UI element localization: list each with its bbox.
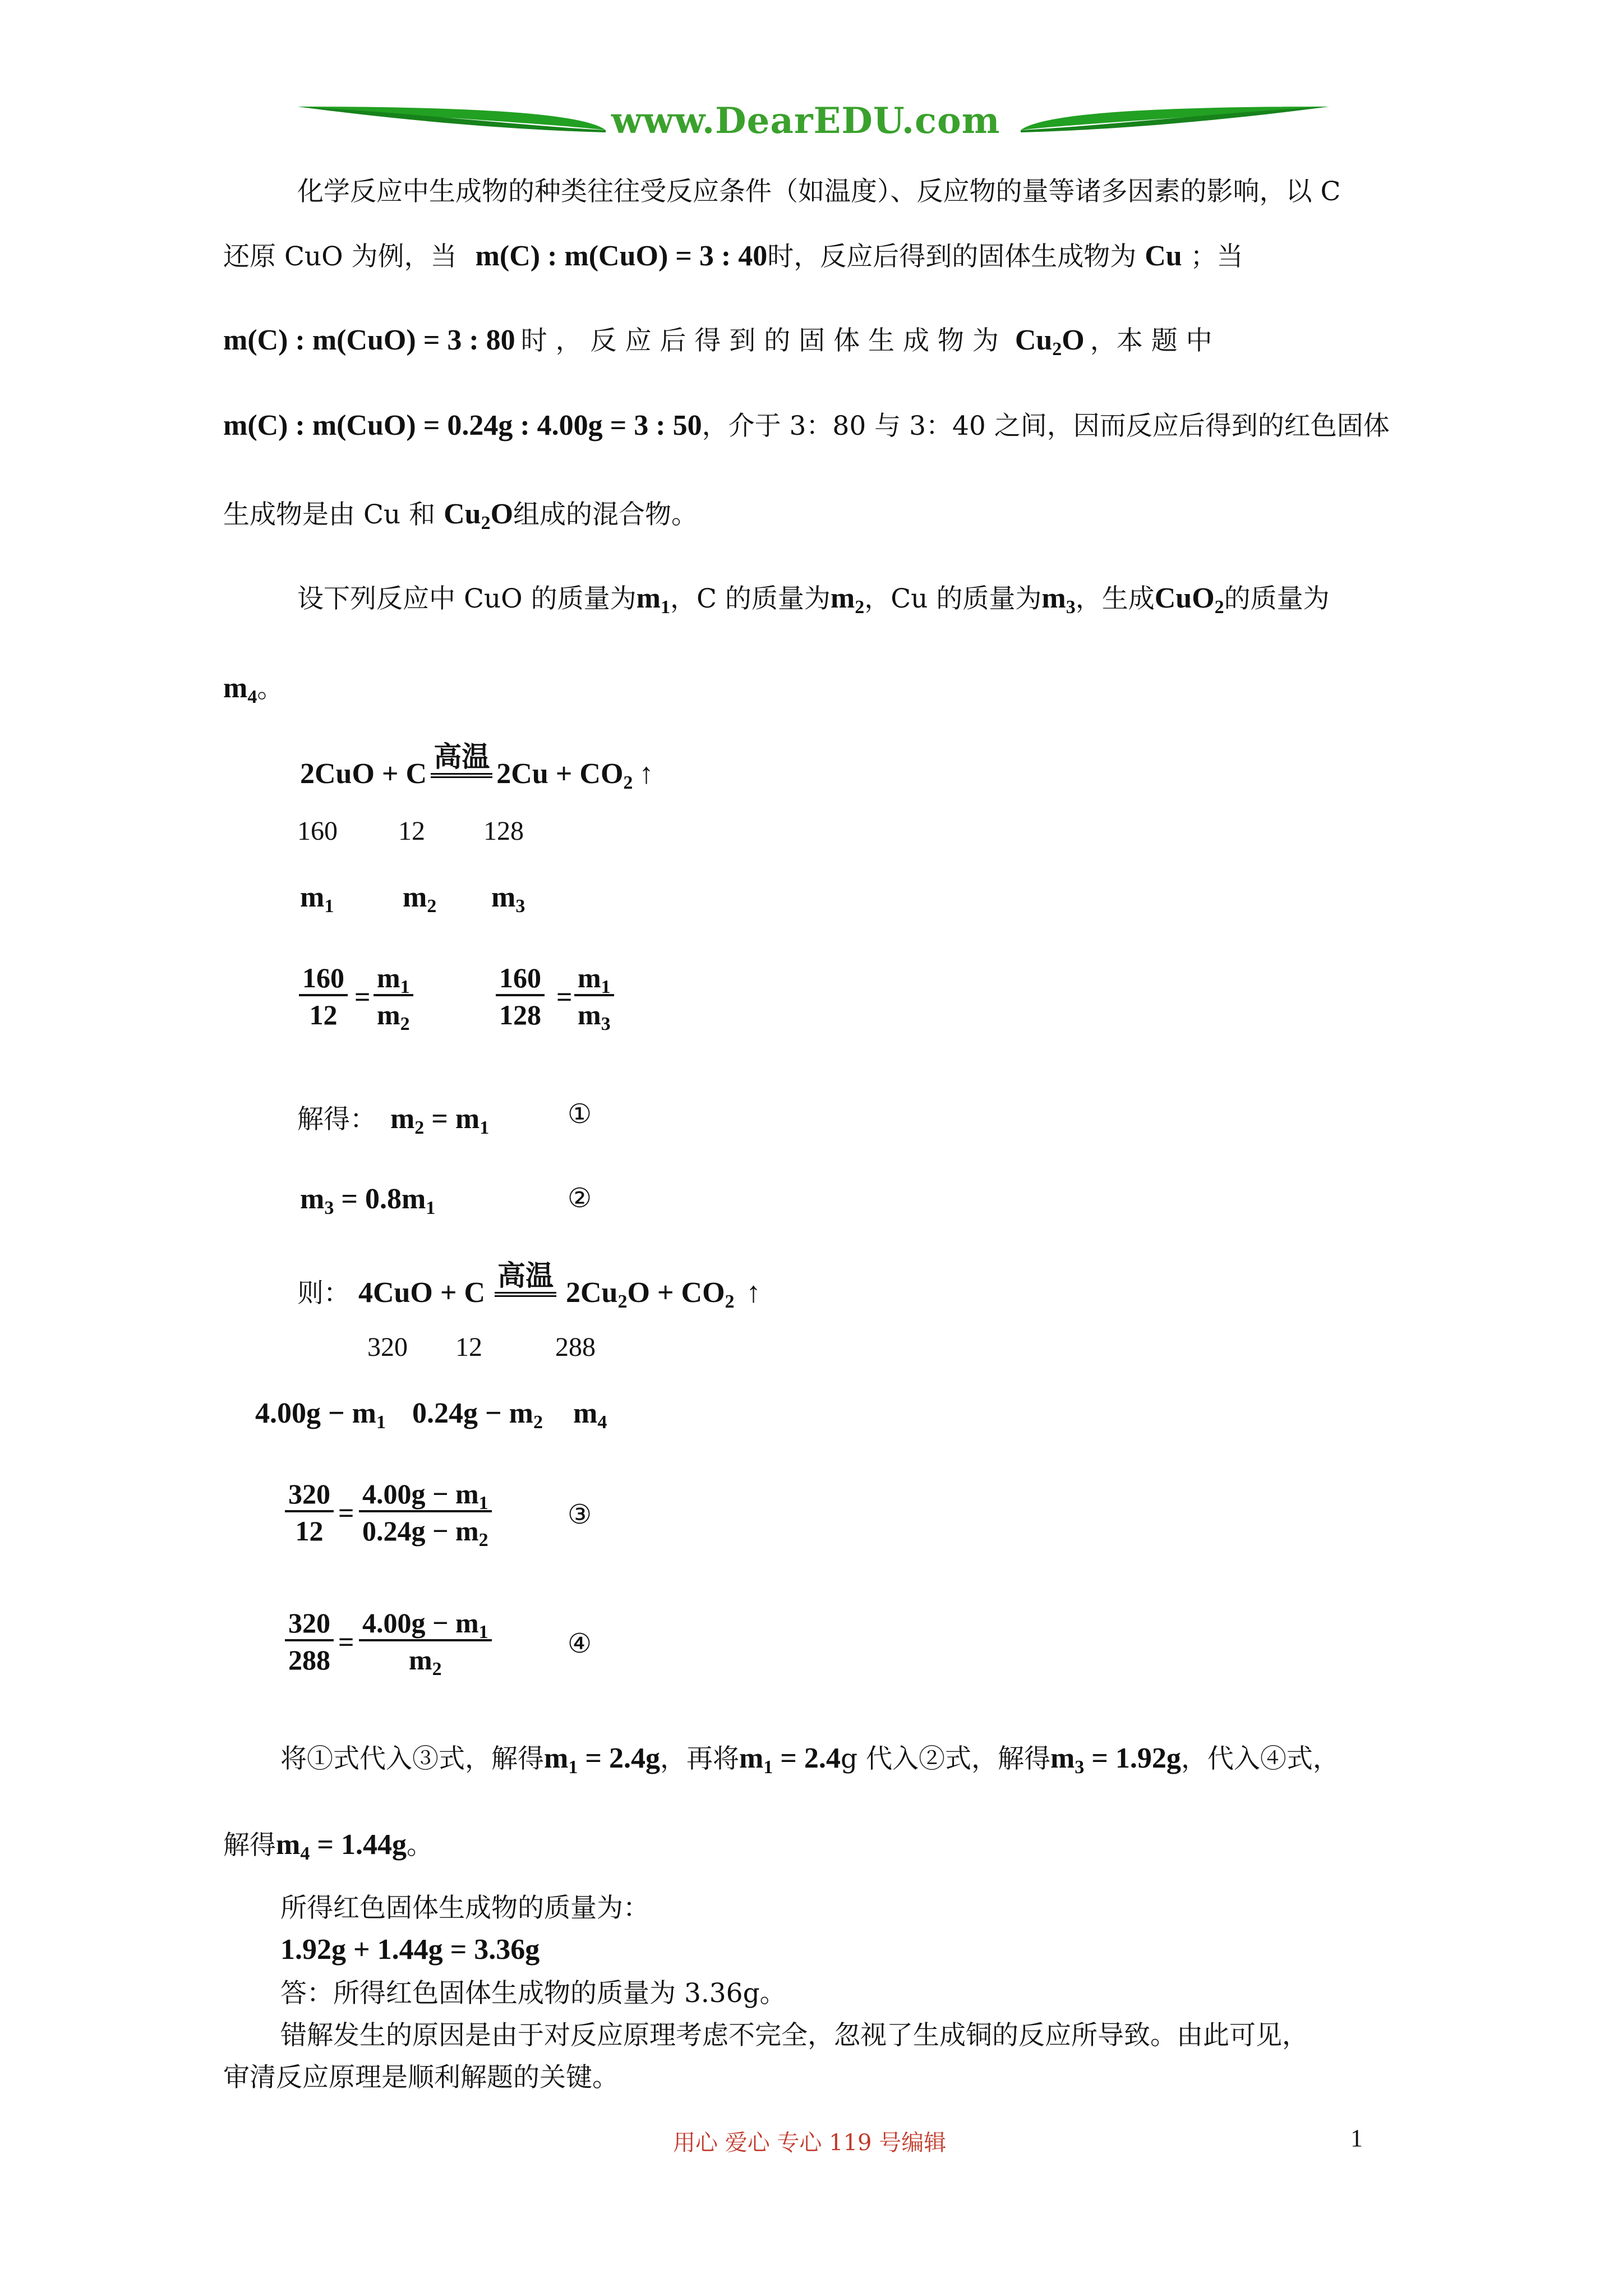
fraction-4-left-num: 320 — [285, 1609, 334, 1641]
fraction-1-left-den: 12 — [309, 999, 338, 1030]
fraction-1-left — [299, 964, 348, 1029]
p1-line4-text-a: ，介于 3：80 与 3：40 之间，因而反应后得到的红色固体 — [702, 411, 1390, 441]
fraction-4-right-den-text: m — [409, 1644, 432, 1676]
p2-text-d: ，生成 — [1075, 583, 1155, 614]
conclusion-reason-line2: 审清反应原理是顺利解题的关键。 — [223, 2062, 619, 2093]
p2-line1 — [297, 578, 1330, 618]
p3-text-d: ，代入④式， — [1181, 1743, 1339, 1774]
solution1-label: 解得： — [297, 1104, 376, 1135]
p3-text-c: g 代入②式，解得 — [840, 1743, 1050, 1774]
reaction1-equation — [300, 740, 654, 793]
reaction2-var-1-text: 4.00g − m — [255, 1397, 376, 1429]
reaction2-mass-2: 12 — [455, 1332, 482, 1362]
fraction-4-right-den: $m_2$ — [409, 1644, 442, 1680]
p1-line3 — [223, 320, 1212, 360]
reaction1-var-3-sub: 3 — [515, 896, 525, 917]
fraction-1-right-num-text: m — [377, 962, 400, 993]
reaction1-var-1-text: m — [300, 881, 325, 913]
p1-line2-ratio: m(C) : m(CuO) = 3 : 40 — [475, 240, 768, 272]
p3-eq2-value: = 2.4 — [780, 1742, 841, 1774]
p1-line2 — [223, 236, 1243, 273]
fraction-3-right-den: $0.24g - m_2$ — [362, 1515, 488, 1550]
reaction2-var-2-text: 0.24g − m — [412, 1397, 533, 1429]
fraction-2-right-den-text: m — [578, 999, 601, 1030]
reaction1-equals-bar — [431, 773, 492, 778]
equation-mark-2: ② — [568, 1182, 592, 1214]
fraction-3-right-den-text: 0.24g − m — [362, 1515, 479, 1547]
p3-eq1-value: = 2.4g — [585, 1742, 660, 1774]
reaction1-mass-2: 12 — [398, 816, 425, 846]
site-logo-text: www.DearEDU.com — [611, 100, 1000, 142]
fraction-4-left-den: 288 — [288, 1644, 330, 1676]
fraction-1-left-num: 160 — [299, 964, 348, 996]
p1-line2-text-b: 时，反应后得到的固体生成物为 — [767, 241, 1137, 272]
reaction2-lhs: 4CuO + C — [358, 1277, 486, 1309]
reaction1-var-2 — [403, 881, 437, 917]
p3-line2 — [223, 1824, 433, 1862]
reaction2-rhs-a: 2Cu — [565, 1277, 618, 1309]
p2-text-a: 设下列反应中 CuO 的质量为 — [297, 583, 637, 614]
p1-line3-ratio: m(C) : m(CuO) = 3 : 80 — [223, 324, 515, 356]
reaction2-rhs-b: O + CO — [627, 1277, 725, 1309]
p2-var-m4: $m_4$ — [223, 672, 257, 707]
p2-line2 — [223, 668, 283, 705]
p3-text-b: ，再将 — [660, 1743, 739, 1774]
fraction-3-left — [285, 1480, 334, 1545]
reaction1-var-3 — [491, 881, 525, 917]
fraction-2-left-den: 128 — [499, 999, 541, 1030]
p1-line3-text-b: ，本 题 中 — [1090, 325, 1212, 356]
reaction2-mass-3: 288 — [555, 1332, 596, 1362]
header-banner — [292, 95, 1335, 146]
reaction2-equals-bar — [495, 1292, 556, 1297]
fraction-4-right — [359, 1607, 492, 1680]
p1-line4 — [223, 405, 1390, 443]
p1-line5-cu2o: $Cu_2O$ — [444, 498, 514, 533]
solution1-line1 — [297, 1098, 489, 1136]
reaction2-mass-1: 320 — [367, 1332, 408, 1362]
footer-editor-credit: 用心 爱心 专心 119 号编辑 — [673, 2130, 947, 2156]
fraction-4-right-num: $4.00g - m_1$ — [359, 1609, 492, 1641]
solution1-eq1: $m_2 = m_1$ — [390, 1103, 490, 1138]
reaction1-var-1 — [300, 881, 334, 917]
p2-end: 。 — [257, 673, 284, 704]
p3-eq1: $m_1 = 2.4g$ — [544, 1742, 660, 1778]
fraction-1-right-den-text: m — [377, 999, 400, 1030]
p2-text-b: ，C 的质量为 — [670, 583, 831, 614]
reaction1-rhs: $2Cu + CO_2$ — [496, 758, 633, 793]
reaction2-var-1 — [255, 1397, 386, 1433]
p3-eq3-value: = 1.92g — [1091, 1742, 1181, 1774]
equation-mark-1: ① — [568, 1098, 592, 1130]
fraction-3-equals: = — [338, 1497, 354, 1529]
conclusion-sum: 1.92g + 1.44g = 3.36g — [280, 1934, 540, 1966]
reaction1-var-3-text: m — [491, 881, 516, 913]
fraction-1-right-den: $m_2$ — [377, 999, 410, 1034]
fraction-2-right-num-text: m — [578, 962, 601, 993]
fraction-4-right-num-text: 4.00g − m — [362, 1607, 479, 1639]
equation-mark-4: ④ — [568, 1628, 592, 1659]
p1-line1: 化学反应中生成物的种类往往受反应条件（如温度）、反应物的量等诸多因素的影响，以 C — [297, 176, 1341, 207]
p2-var-m2: $m_2$ — [830, 582, 865, 618]
p1-line5-text-b: 组成的混合物。 — [513, 499, 698, 530]
fraction-3-right — [359, 1478, 492, 1550]
reaction1-var-1-sub: 1 — [324, 896, 334, 917]
reaction1-rhs-text: 2Cu + CO — [496, 758, 624, 790]
p3-eq2: $m_1 = 2.4$ — [739, 1742, 841, 1778]
p1-line2-text-a: 还原 CuO 为例，当 — [223, 241, 457, 272]
p2-var-m1: $m_1$ — [636, 582, 670, 618]
p3-line1 — [280, 1738, 1339, 1778]
p3-line2-text-a: 解得 — [223, 1830, 276, 1861]
p3-eq4-value: = 1.44g — [317, 1829, 407, 1861]
reaction2-var-3-sub: 4 — [597, 1412, 607, 1433]
fraction-2-left — [496, 964, 545, 1029]
fraction-2-right — [574, 962, 614, 1034]
reaction2-prefix: 则： — [297, 1278, 350, 1309]
reaction1-condition — [431, 740, 492, 778]
p1-line3-text-a: 时 ， 反 应 后 得 到 的 固 体 生 成 物 为 — [520, 325, 999, 356]
fraction-1-right — [374, 962, 413, 1034]
p3-line2-end: 。 — [406, 1830, 433, 1861]
fraction-2-equals: = — [556, 981, 573, 1013]
reaction2-var-2 — [412, 1397, 543, 1433]
p2-text-e: 的质量为 — [1224, 583, 1330, 614]
reaction2-var-3 — [573, 1397, 607, 1433]
fraction-2-left-num: 160 — [496, 964, 545, 996]
p1-line3-cu2o: $Cu_2O$ — [1015, 324, 1085, 360]
fraction-4-left — [285, 1609, 334, 1674]
p2-var-m3: $m_3$ — [1041, 582, 1076, 618]
p1-line2-text-d: ；当 — [1190, 241, 1243, 272]
fraction-1-equals: = — [354, 981, 371, 1013]
reaction2-condition — [495, 1259, 556, 1297]
reaction1-mass-1: 160 — [297, 816, 338, 846]
fraction-3-right-num-text: 4.00g − m — [362, 1478, 479, 1510]
solution1-eq2: $m_3 = 0.8m_1$ — [300, 1183, 436, 1218]
reaction2-var-1-sub: 1 — [376, 1412, 386, 1433]
reaction2-rhs: $2Cu_2O + CO_2$ — [565, 1277, 735, 1312]
reaction1-var-2-sub: 2 — [427, 896, 437, 917]
reaction1-condition-label: 高温 — [434, 740, 490, 773]
conclusion-reason-line1: 错解发生的原因是由于对反应原理考虑不完全，忽视了生成铜的反应所导致。由此可见， — [280, 2020, 1308, 2051]
page-number: 1 — [1350, 2124, 1363, 2152]
fraction-3-left-num: 320 — [285, 1480, 334, 1512]
conclusion-line1: 所得红色固体生成物的质量为： — [280, 1893, 649, 1924]
reaction2-var-3-text: m — [573, 1397, 598, 1429]
fraction-1-right-num: $m_1$ — [374, 964, 413, 996]
p1-line5 — [223, 494, 698, 531]
p1-line2-cu: Cu — [1145, 240, 1182, 272]
p2-text-c: ，Cu 的质量为 — [864, 583, 1042, 614]
p3-text-a: 将①式代入③式，解得 — [280, 1743, 544, 1774]
conclusion-answer: 答：所得红色固体生成物的质量为 3.36g。 — [280, 1978, 786, 2009]
p3-eq4: $m_4 = 1.44g$ — [276, 1829, 407, 1864]
fraction-3-right-num: $4.00g - m_1$ — [359, 1480, 492, 1512]
fraction-4-equals: = — [338, 1626, 354, 1658]
fraction-2-right-den: $m_3$ — [578, 999, 611, 1034]
reaction1-mass-3: 128 — [483, 816, 524, 846]
p2-cuo2: CuO$_2$ — [1154, 582, 1224, 618]
reaction1-var-2-text: m — [403, 881, 427, 913]
reaction2-equation — [297, 1255, 761, 1312]
p3-eq3: $m_3 = 1.92g$ — [1050, 1742, 1181, 1778]
p1-line4-ratio: m(C) : m(CuO) = 0.24g : 4.00g = 3 : 50 — [223, 409, 702, 441]
reaction2-condition-label: 高温 — [497, 1259, 554, 1292]
reaction2-arrow: ↑ — [746, 1277, 761, 1309]
p1-line5-text-a: 生成物是由 Cu 和 — [223, 499, 436, 530]
fraction-2-right-num: $m_1$ — [574, 964, 614, 996]
reaction1-arrow: ↑ — [639, 758, 654, 790]
equation-mark-3: ③ — [568, 1499, 592, 1530]
reaction2-var-2-sub: 2 — [533, 1412, 543, 1433]
fraction-3-left-den: 12 — [295, 1515, 324, 1547]
reaction1-lhs: 2CuO + C — [300, 758, 427, 790]
